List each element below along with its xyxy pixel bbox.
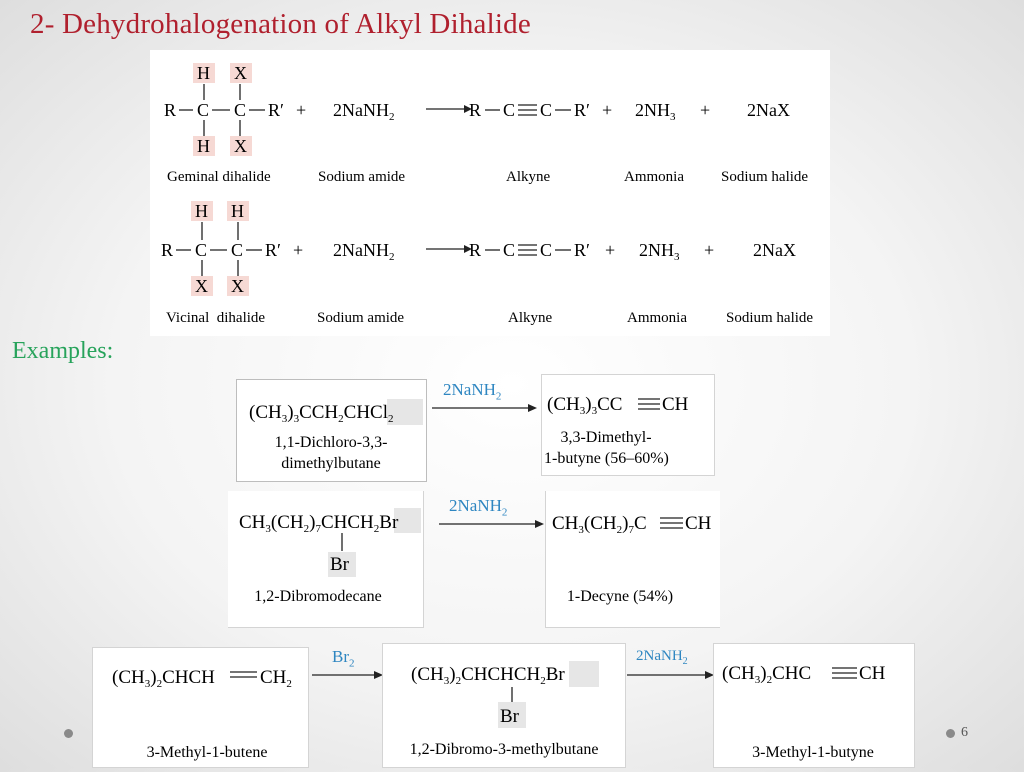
svg-text:+: +	[704, 240, 715, 260]
example3-product-name: 3-Methyl-1-butyne	[752, 744, 874, 761]
example3-start-box	[92, 647, 309, 768]
svg-text:R′: R′	[574, 100, 590, 120]
example3-intermediate-box	[382, 643, 626, 768]
example3-intermediate-formula: $(CH_3)_2CHCHCH_2Br$	[411, 664, 565, 687]
example1-product-name-line1: 3,3-Dimethyl-	[560, 429, 652, 446]
svg-text:C: C	[540, 240, 553, 260]
example3-start-name: 3-Methyl-1-butene	[146, 744, 268, 761]
atom-x: X	[195, 276, 208, 296]
atom-c: C	[231, 240, 244, 260]
atom-c: C	[195, 240, 208, 260]
product-formula: R	[469, 100, 482, 120]
atom-r-prime: R′	[268, 100, 284, 120]
caption-vicinal-dihalide: Vicinal dihalide	[166, 310, 266, 326]
svg-text:CH: CH	[859, 663, 886, 684]
caption-sodium-halide: Sodium halide	[721, 169, 809, 185]
atom-x: X	[231, 276, 244, 296]
example3-reagent1-label: $Br_2$	[332, 647, 355, 670]
atom-h: H	[195, 201, 208, 221]
svg-text:+: +	[700, 100, 711, 120]
general-reactions-panel	[150, 50, 830, 336]
atom-c: C	[197, 100, 210, 120]
decorative-dot-right	[946, 729, 955, 738]
example1-arrow	[430, 400, 540, 420]
atom-h: H	[197, 63, 210, 83]
example2-bromine: Br	[330, 554, 349, 575]
svg-text:C: C	[540, 100, 553, 120]
vicinal-reaction	[161, 201, 813, 326]
svg-text:C: C	[503, 100, 516, 120]
svg-text:R′: R′	[574, 240, 590, 260]
example2-reagent-label: 2NaNH$_2$	[449, 496, 508, 519]
example3-reagent2-label: 2NaNH$_2$	[636, 648, 688, 667]
atom-h: H	[197, 136, 210, 156]
ammonia-formula: $2NH_3$	[639, 240, 680, 263]
page-number: 6	[961, 725, 968, 740]
example1-product-formula: $(CH_3)_3CC$	[547, 394, 623, 417]
caption-ammonia: Ammonia	[624, 169, 684, 185]
example2-product-formula: $CH_3(CH_2)_7C$	[552, 513, 647, 536]
atom-x: X	[234, 136, 247, 156]
atom-r-prime: R′	[265, 240, 281, 260]
svg-text:CH2: $CH_2$	[260, 667, 292, 690]
example2-arrow	[437, 516, 547, 536]
caption-sodium-amide: Sodium amide	[318, 169, 406, 185]
example3-start-formula: $(CH_3)_2CHCH$	[112, 667, 215, 690]
examples-label: Examples:	[12, 338, 114, 364]
reagent-formula: 2NaNH$_2$	[333, 240, 395, 263]
svg-text:CH: CH	[662, 394, 689, 415]
sodium-halide-formula: 2NaX	[747, 100, 790, 120]
ammonia-formula: $2NH_3$	[635, 100, 676, 123]
product-formula: R	[469, 240, 482, 260]
example2-reactant-formula: $CH_3(CH_2)_7CHCH_2Br$	[239, 512, 399, 535]
example2-product-box	[545, 491, 720, 628]
geminal-reaction	[164, 63, 808, 185]
example2-reactant-box	[228, 491, 424, 628]
example2-product-name: 1-Decyne (54%)	[566, 588, 674, 605]
example1-reactant-box	[236, 379, 427, 482]
example1-reactant-name-line2: dimethylbutane	[281, 455, 381, 472]
caption-geminal-dihalide: Geminal dihalide	[167, 169, 271, 185]
sodium-halide-formula: 2NaX	[753, 240, 796, 260]
reagent-formula: 2NaNH$_2$	[333, 100, 395, 123]
svg-text:+: +	[605, 240, 616, 260]
atom-r: R	[161, 240, 174, 260]
example2-reactant-name: 1,2-Dibromodecane	[254, 588, 382, 605]
atom-x: X	[234, 63, 247, 83]
svg-text:CH: CH	[685, 513, 712, 534]
decorative-dot-left	[64, 729, 73, 738]
svg-text:C: C	[503, 240, 516, 260]
svg-text:+: +	[602, 100, 613, 120]
caption-sodium-amide: Sodium amide	[317, 310, 405, 326]
caption-ammonia: Ammonia	[627, 310, 687, 326]
caption-alkyne: Alkyne	[508, 310, 553, 326]
example1-reactant-formula: $(CH_3)_3CCH_2CHCl_2$	[249, 402, 394, 425]
atom-h: H	[231, 201, 244, 221]
svg-text:+: +	[293, 240, 304, 260]
example3-intermediate-name: 1,2-Dibromo-3-methylbutane	[409, 741, 599, 758]
svg-text:+: +	[296, 100, 307, 120]
example1-reagent-label: 2NaNH$_2$	[443, 380, 502, 403]
slide-title: 2- Dehydrohalogenation of Alkyl Dihalide	[30, 8, 531, 40]
example3-product-box	[713, 643, 915, 768]
example3-arrow2	[625, 667, 717, 687]
example1-product-name-line2: 1-butyne (56–60%)	[544, 450, 669, 467]
atom-r: R	[164, 100, 177, 120]
caption-sodium-halide: Sodium halide	[726, 310, 814, 326]
example3-product-formula: $(CH_3)_2CHC$	[722, 663, 812, 686]
example3-arrow1	[310, 667, 386, 687]
example3-intermediate-bromine: Br	[500, 706, 519, 727]
atom-c: C	[234, 100, 247, 120]
general-reactions-diagram	[150, 50, 830, 336]
caption-alkyne: Alkyne	[506, 169, 551, 185]
example1-product-box	[541, 374, 715, 476]
example1-reactant-name-line1: 1,1-Dichloro-3,3-	[274, 434, 388, 451]
